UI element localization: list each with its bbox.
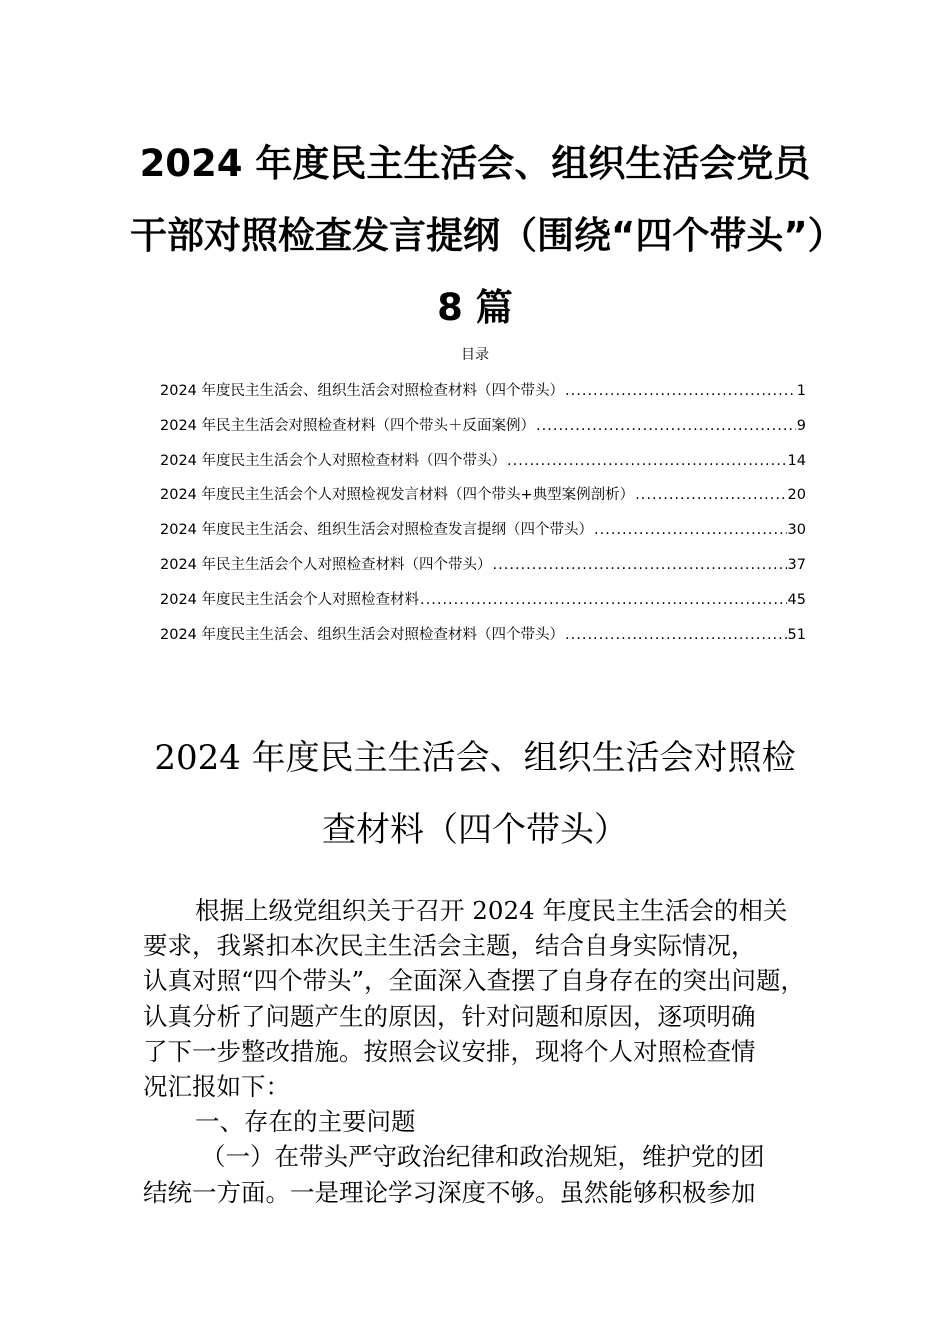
toc-item-label: 2024 年度民主生活会个人对照检视发言材料（四个带头+典型案例剖析）: [160, 487, 635, 504]
body-line: 认真分析了问题产生的原因，针对问题和原因，逐项明确: [143, 1001, 756, 1031]
section-title-line-2: 查材料（四个带头）: [322, 810, 628, 850]
toc-item[interactable]: [160, 548, 806, 583]
toc-item[interactable]: [160, 444, 806, 479]
toc-item-label: 2024 年度民主生活会、组织生活会对照检查发言提纲（四个带头）: [160, 522, 594, 539]
body-line: （一）在带头严守政治纪律和政治规矩，维护党的团: [201, 1142, 765, 1172]
body-line: 了下一步整改措施。按照会议安排，现将个人对照检查情: [143, 1036, 756, 1066]
toc-item[interactable]: [160, 374, 806, 409]
body-text: [143, 893, 833, 1210]
toc-leader-dots: [420, 583, 787, 618]
document-title-line-3: 8 篇: [437, 286, 513, 329]
toc-item[interactable]: [160, 618, 806, 653]
section-heading: 一、存在的主要问题: [195, 1107, 416, 1137]
toc-item-page: 30: [787, 522, 806, 539]
body-line: 要求，我紧扣本次民主生活会主题，结合自身实际情况，: [143, 931, 756, 961]
toc-item[interactable]: [160, 409, 806, 444]
toc-item-page: 20: [787, 487, 806, 504]
toc-leader-dots: [565, 618, 787, 653]
body-line: 况汇报如下：: [143, 1072, 290, 1102]
section-title: [130, 722, 820, 866]
toc-item-label: 2024 年度民主生活会、组织生活会对照检查材料（四个带头）: [160, 626, 565, 643]
toc-item-label: 2024 年民主生活会个人对照检查材料（四个带头）: [160, 556, 492, 573]
body-line: 根据上级党组织关于召开 2024 年度民主生活会的相关: [195, 896, 788, 925]
toc-item-page: 14: [787, 452, 806, 469]
table-of-contents: [160, 374, 806, 652]
toc-item-page: 37: [787, 556, 806, 573]
toc-item[interactable]: [160, 513, 806, 548]
toc-item-page: 1: [796, 383, 806, 399]
toc-leader-dots: [507, 444, 787, 479]
section-title-line-1: 2024 年度民主生活会、组织生活会对照检: [154, 738, 796, 778]
document-title: [130, 128, 845, 344]
document-title-line-1: 2024 年度民主生活会、组织生活会党员: [139, 142, 811, 185]
toc-leader-dots: [565, 374, 796, 409]
toc-leader-dots: [635, 478, 786, 513]
toc-item-label: 2024 年度民主生活会个人对照检查材料: [160, 591, 420, 608]
toc-item-label: 2024 年度民主生活会、组织生活会对照检查材料（四个带头）: [160, 383, 565, 399]
document-title-line-2: 干部对照检查发言提纲（围绕“四个带头”）: [130, 214, 845, 257]
toc-item[interactable]: [160, 583, 806, 618]
toc-heading: 目录: [461, 347, 489, 363]
toc-item-page: 9: [796, 417, 806, 434]
toc-item-label: 2024 年度民主生活会个人对照检查材料（四个带头）: [160, 452, 507, 469]
toc-item-page: 45: [787, 591, 806, 608]
body-line: 结统一方面。一是理论学习深度不够。虽然能够积极参加: [143, 1177, 756, 1207]
toc-leader-dots: [493, 548, 787, 583]
body-line: 认真对照“四个带头”，全面深入查摆了自身存在的突出问题，: [143, 966, 806, 996]
toc-item[interactable]: [160, 478, 806, 513]
toc-item-page: 51: [787, 626, 806, 643]
toc-leader-dots: [594, 513, 787, 548]
toc-leader-dots: [536, 409, 796, 444]
toc-item-label: 2024 年民主生活会对照检查材料（四个带头＋反面案例）: [160, 417, 536, 434]
